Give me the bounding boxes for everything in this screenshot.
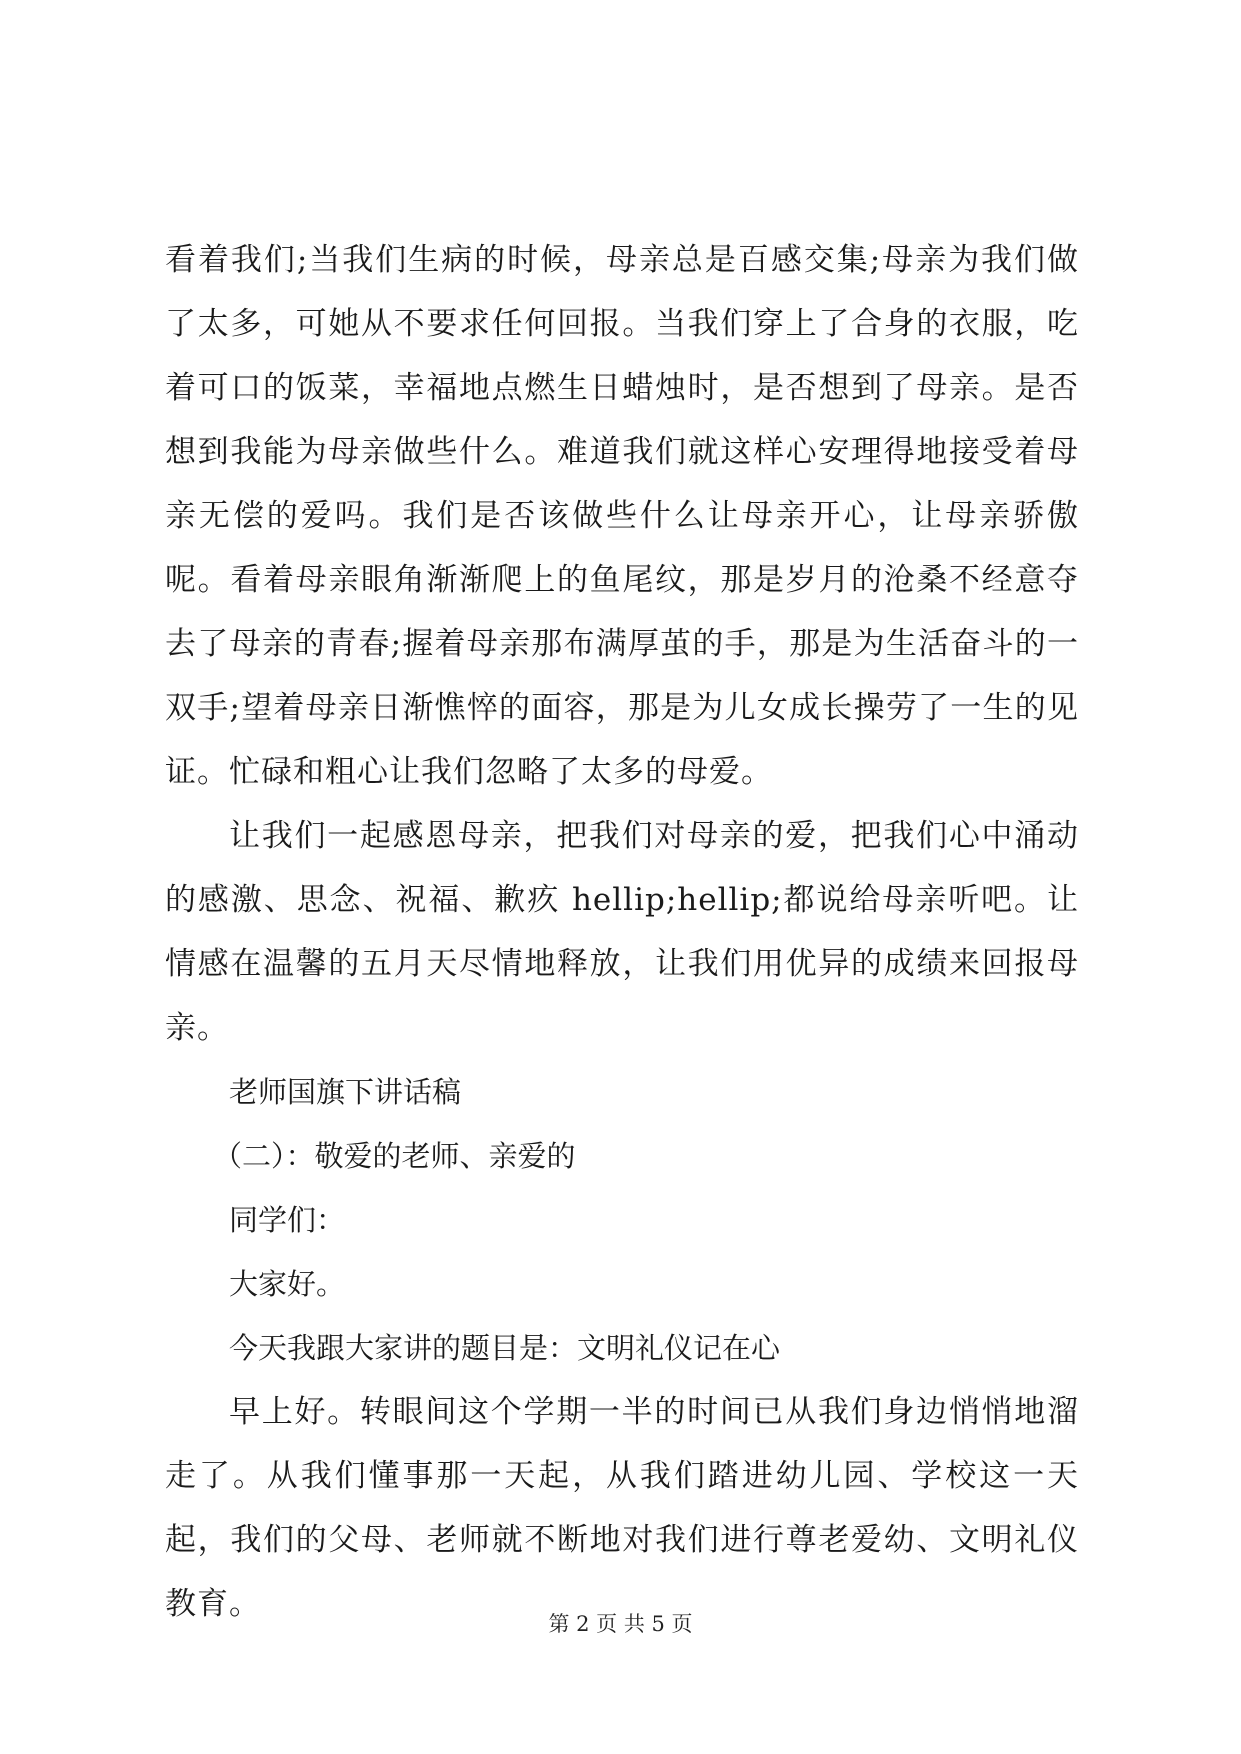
page-number-footer: 第 2 页 共 5 页 [548,1612,693,1636]
paragraph-mother-love: 看着我们;当我们生病的时候，母亲总是百感交集;母亲为我们做了太多，可她从不要求任何回报。当我们穿上了合身的衣服，吃着可口的饭菜，幸福地点燃生日蜡烛时，是否想到了母亲。是否想到我能为母亲做些什么。难道我们就这样心安理得地接受着母亲无偿的爱吗。我们是否该做些什么让母亲开心，让母亲骄傲呢。看着母亲眼角渐渐爬上的鱼尾纹，那是岁月的沧桑不经意夺去了母亲的青春;握着母亲那布满厚茧的手，那是为生活奋斗的一双手;望着母亲日渐憔悴的面容，那是为儿女成长操劳了一生的见证。忙碌和粗心让我们忽略了太多的母爱。 [165,242,1079,790]
paragraph-thank-mother: 让我们一起感恩母亲，把我们对母亲的爱，把我们心中涌动的感激、思念、祝福、歉疚 hellip;hellip;都说给母亲听吧。让情感在温馨的五月天尽情地释放，让我们用优异的成绩来回报母亲。 [165,818,1079,1046]
paragraph-etiquette: 早上好。转眼间这个学期一半的时间已从我们身边悄悄地溜走了。从我们懂事那一天起，从我们踏进幼儿园、学校这一天起，我们的父母、老师就不断地对我们进行尊老爱幼、文明礼仪教育。 [165,1394,1079,1622]
greeting-hello: 大家好。 [229,1267,346,1301]
speech-subheading: （二）：敬爱的老师、亲爱的 [213,1139,576,1173]
document-body [165,228,1079,1636]
greeting-students: 同学们： [229,1203,346,1237]
speech-heading: 老师国旗下讲话稿 [229,1075,462,1109]
speech-topic: 今天我跟大家讲的题目是：文明礼仪记在心 [229,1331,781,1365]
